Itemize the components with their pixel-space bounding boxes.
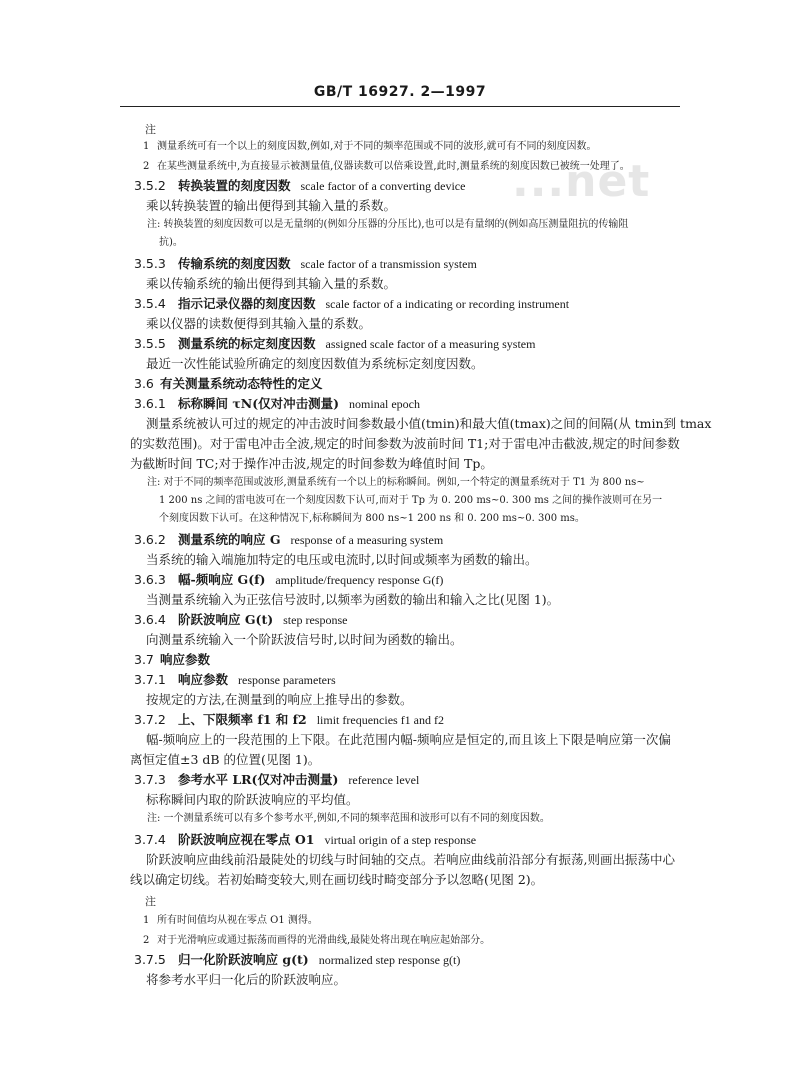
section-number: 3.5.4 — [134, 296, 166, 311]
definition-text: 当测量系统输入为正弦信号波时,以频率为函数的输出和输入之比(见图 1)。 — [146, 592, 560, 607]
note-label: 注 — [145, 123, 156, 136]
section-title: 阶跃波响应 G(t) — [178, 612, 274, 627]
note-text: 抗)。 — [159, 237, 183, 248]
section-number: 3.6.3 — [134, 572, 166, 587]
section-title-en: scale factor of a converting device — [300, 179, 466, 193]
section-number: 3.7.2 — [134, 712, 166, 727]
section-number: 3.6.2 — [134, 532, 166, 547]
section-title: 测量系统的标定刻度因数 — [178, 336, 316, 351]
section-title: 参考水平 LR(仅对冲击测量) — [178, 772, 339, 787]
note-text: 1 200 ns 之间的雷电波可在一个刻度因数下认可,而对于 Tp 为 0. 200 ms~0. 300 ms 之间的操作波则可在另一 — [159, 495, 663, 506]
section-heading — [134, 774, 419, 787]
section-title-en: scale factor of a indicating or recording instrument — [325, 297, 570, 311]
section-title-en: nominal epoch — [349, 397, 421, 411]
definition-text: 最近一次性能试验所确定的刻度因数值为系统标定刻度因数。 — [146, 356, 484, 371]
definition-text: 测量系统被认可过的规定的冲击波时间参数最小值(tmin)和最大值(tmax)之间的间隔(从 tmin到 tmax — [146, 416, 712, 431]
definition-text: 线以确定切线。若初始畸变较大,则在画切线时畸变部分予以忽略(见图 2)。 — [130, 872, 544, 887]
section-number: 3.7.4 — [134, 832, 166, 847]
note-number: 1 — [143, 915, 150, 926]
section-number: 3.7.3 — [134, 772, 166, 787]
section-heading — [134, 534, 443, 547]
section-heading — [134, 298, 569, 311]
section-title: 有关测量系统动态特性的定义 — [160, 376, 323, 391]
section-title-en: step response — [283, 613, 348, 627]
section-title-en: reference level — [348, 773, 420, 787]
note-text: 注: 转换装置的刻度因数可以是无量纲的(例如分压器的分压比),也可以是有量纲的(例如高压测量阻抗的传输阻 — [147, 219, 629, 230]
section-title: 上、下限频率 f1 和 f2 — [178, 712, 307, 727]
definition-text: 按规定的方法,在测量到的响应上推导出的参数。 — [146, 692, 413, 707]
section-title: 阶跃波响应视在零点 O1 — [178, 832, 315, 847]
section-heading — [134, 834, 476, 847]
section-number: 3.6.4 — [134, 612, 166, 627]
section-number: 3.5.2 — [134, 178, 166, 193]
section-number: 3.5.3 — [134, 256, 166, 271]
note-item — [143, 142, 597, 152]
note-text: 对于光滑响应或通过振荡而画得的光滑曲线,最陡处将出现在响应起始部分。 — [157, 935, 491, 946]
section-title: 归一化阶跃波响应 g(t) — [178, 952, 309, 967]
section-title: 幅-频响应 G(f) — [178, 572, 266, 587]
note-number: 2 — [143, 935, 150, 946]
definition-text: 乘以转换装置的输出便得到其输入量的系数。 — [146, 198, 397, 213]
section-title: 指示记录仪器的刻度因数 — [178, 296, 316, 311]
note-text: 所有时间值均从视在零点 O1 测得。 — [157, 915, 318, 926]
section-number: 3.5.5 — [134, 336, 166, 351]
section-title-en: virtual origin of a step response — [324, 833, 477, 847]
section-number: 3.7 — [134, 652, 154, 667]
note-item — [143, 936, 490, 946]
section-number: 3.7.1 — [134, 672, 166, 687]
section-title-en: scale factor of a transmission system — [300, 257, 477, 271]
definition-text: 幅-频响应上的一段范围的上下限。在此范围内幅-频响应是恒定的,而且该上下限是响应第一次偏 — [146, 732, 671, 747]
section-title: 响应参数 — [178, 672, 229, 687]
definition-text: 离恒定值±3 dB 的位置(见图 1)。 — [130, 752, 321, 767]
note-text: 在某些测量系统中,为直接显示被测量值,仪器读数可以倍乘设置,此时,测量系统的刻度因数已被统一处理了。 — [157, 161, 630, 172]
section-title: 传输系统的刻度因数 — [178, 256, 291, 271]
section-heading — [134, 378, 323, 391]
section-heading — [134, 654, 210, 667]
definition-text: 乘以传输系统的输出便得到其输入量的系数。 — [146, 276, 397, 291]
section-title: 标称瞬间 τN(仅对冲击测量) — [178, 396, 340, 411]
section-title-en: amplitude/frequency response G(f) — [275, 573, 444, 587]
section-number: 3.6 — [134, 376, 154, 391]
section-title-en: limit frequencies f1 and f2 — [316, 713, 445, 727]
definition-text: 为截断时间 TC;对于操作冲击波,规定的时间参数为峰值时间 Tp。 — [130, 456, 493, 471]
definition-text: 标称瞬间内取的阶跃波响应的平均值。 — [146, 792, 359, 807]
definition-text: 的实数范围)。对于雷电冲击全波,规定的时间参数为波前时间 T1;对于雷电冲击截波,规定的时间参数 — [130, 436, 680, 451]
definition-text: 向测量系统输入一个阶跃波信号时,以时间为函数的输出。 — [146, 632, 463, 647]
section-heading — [134, 614, 347, 627]
watermark: ...net — [512, 156, 651, 207]
section-heading — [134, 574, 443, 587]
section-heading — [134, 398, 420, 411]
section-title-en: response parameters — [238, 673, 336, 687]
section-title-en: normalized step response g(t) — [318, 953, 461, 967]
definition-text: 阶跃波响应曲线前沿最陡处的切线与时间轴的交点。若响应曲线前沿部分有振荡,则画出振荡中心 — [146, 852, 675, 867]
section-heading — [134, 180, 465, 193]
section-number: 3.7.5 — [134, 952, 166, 967]
standard-number-header: GB/T 16927. 2—1997 — [313, 84, 487, 100]
section-title-en: assigned scale factor of a measuring system — [325, 337, 536, 351]
section-heading — [134, 714, 444, 727]
section-title: 转换装置的刻度因数 — [178, 178, 291, 193]
section-heading — [134, 674, 336, 687]
note-label: 注 — [145, 895, 156, 908]
note-item — [143, 916, 318, 926]
section-heading — [134, 258, 477, 271]
definition-text: 当系统的输入端施加特定的电压或电流时,以时间或频率为函数的输出。 — [146, 552, 538, 567]
section-heading — [134, 338, 535, 351]
header-divider — [120, 106, 680, 107]
note-number: 1 — [143, 141, 150, 152]
section-heading — [134, 954, 460, 967]
definition-text: 乘以仪器的读数便得到其输入量的系数。 — [146, 316, 372, 331]
section-title: 测量系统的响应 G — [178, 532, 281, 547]
section-title: 响应参数 — [160, 652, 211, 667]
note-text: 个刻度因数下认可。在这种情况下,标称瞬间为 800 ns~1 200 ns 和 0. 200 ms~0. 300 ms。 — [159, 513, 585, 524]
section-title-en: response of a measuring system — [290, 533, 444, 547]
note-item — [143, 162, 630, 172]
note-text: 注: 对于不同的频率范围或波形,测量系统有一个以上的标称瞬间。例如,一个特定的测量系统对于 T1 为 800 ns~ — [147, 477, 645, 488]
note-text: 测量系统可有一个以上的刻度因数,例如,对于不同的频率范围或不同的波形,就可有不同的刻度因数。 — [157, 141, 597, 152]
definition-text: 将参考水平归一化后的阶跃波响应。 — [146, 972, 347, 987]
note-number: 2 — [143, 161, 150, 172]
note-text: 注: 一个测量系统可以有多个参考水平,例如,不同的频率范围和波形可以有不同的刻度因数。 — [147, 813, 550, 824]
section-number: 3.6.1 — [134, 396, 166, 411]
